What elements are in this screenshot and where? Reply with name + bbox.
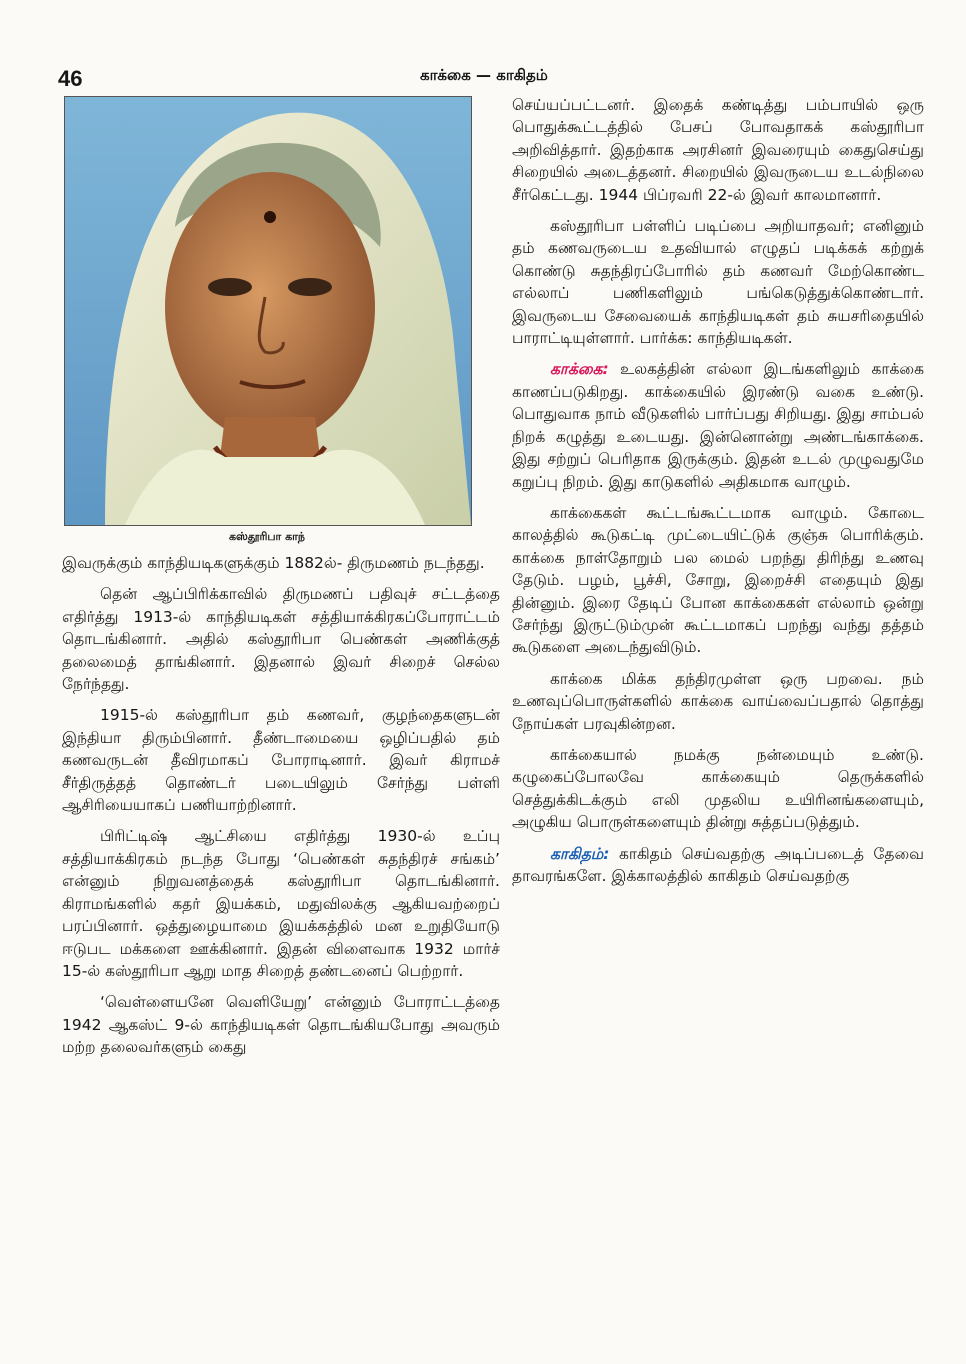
crow-entry	[512, 358, 924, 492]
paragraph: இவருக்கும் காந்தியடிகளுக்கும் 1882ல்- திருமணம் நடந்தது.	[62, 554, 485, 572]
page-number: 46	[58, 66, 83, 91]
figure-caption: கஸ்தூரிபா காந்	[229, 530, 305, 543]
headword-crow: காக்கை:	[550, 360, 609, 379]
running-head: காக்கை — காகிதம்	[420, 66, 548, 84]
paragraph: காக்கை மிக்க தந்திரமுள்ள ஒரு பறவை. நம் உணவுப்பொருள்களில் காக்கை வாய்வைப்பதால் தொத்து நோய்கள் பரவுகின்றன.	[512, 669, 924, 733]
paper-entry	[512, 843, 924, 888]
paragraph: பிரிட்டிஷ் ஆட்சியை எதிர்த்து 1930-ல் உப்பு சத்தியாக்கிரகம் நடந்த போது ‘பெண்கள் சுதந்திரச் சங்கம்’ என்னும் நிறுவனத்தைக் கஸ்தூரிபா தொடங்கினார். கிராமங்களில் கதர் இயக்கம், மதுவிலக்கு ஆகியவற்றைப் பரப்பினார். ஒத்துழையாமை இயக்கத்தில் மன உறுதியோடு ஈடுபட மக்களை ஊக்கினார். இதன் விளைவாக 1932 மார்ச் 15-ல் கஸ்தூரிபா ஆறு மாத சிறைத் தண்டனைப் பெற்றார்.	[62, 827, 500, 980]
paragraph: காக்கையால் நமக்கு நன்மையும் உண்டு. கழுகைப்போலவே காக்கையும் தெருக்களில் செத்துக்கிடக்கும் எலி முதலிய உயிரினங்களையும், அழுகிய பொருள்களையும் தின்று சுத்தப்படுத்தும்.	[512, 745, 924, 832]
paragraph: செய்யப்பட்டனர். இதைக் கண்டித்து பம்பாயில் ஒரு பொதுக்கூட்டத்தில் பேசப் போவதாகக் கஸ்தூரிபா அறிவித்தார். இதற்காக அரசினர் இவரையும் கைதுசெய்து சிறையில் அடைத்தனர். சிறையில் இவருடைய உடல்நிலை சீர்கெட்டது. 1944 பிப்ரவரி 22-ல் இவர் காலமானார்.	[512, 96, 924, 204]
paragraph: காகிதம் செய்வதற்கு அடிப்படைத் தேவை தாவரங்களே. இக்காலத்தில் காகிதம் செய்வதற்கு	[512, 844, 924, 885]
right-column	[512, 94, 924, 896]
portrait-image	[64, 96, 472, 526]
paragraph: உலகத்தின் எல்லா இடங்களிலும் காக்கை காணப்படுகிறது. காக்கையில் இரண்டு வகை உண்டு. பொதுவாக நாம் வீடுகளில் பார்ப்பது சிறியது. இது சாம்பல் நிறக் கழுத்து உடையது. இன்னொன்று அண்டங்காக்கை. இது சற்றுப் பெரிதாக இருக்கும். இதன் உடல் முழுவதுமே கறுப்பு நிறம். இது காடுகளில் அதிகமாக வாழும்.	[512, 360, 924, 491]
left-column	[62, 552, 500, 1068]
headword-paper: காகிதம்:	[550, 844, 610, 863]
paragraph: ‘வெள்ளையனே வெளியேறு’ என்னும் போராட்டத்தை 1942 ஆகஸ்ட் 9-ல் காந்தியடிகள் தொடங்கியபோது அவரும் மற்ற தலைவர்களும் கைது	[62, 993, 500, 1057]
paragraph: தென் ஆப்பிரிக்காவில் திருமணப் பதிவுச் சட்டத்தை எதிர்த்து 1913-ல் காந்தியடிகள் சத்தியாக்கிரகப்போராட்டம் தொடங்கினார். அதில் கஸ்தூரிபா பெண்கள் அணிக்குத் தலைமைத் தாங்கினார். இதனால் இவர் சிறைச் செல்ல நேர்ந்தது.	[62, 585, 500, 694]
paragraph: கஸ்தூரிபா பள்ளிப் படிப்பை அறியாதவர்; எனினும் தம் கணவருடைய உதவியால் எழுதப் படிக்கக் கற்றுக் கொண்டு சுதந்திரப்போரில் தம் கணவர் மேற்கொண்ட எல்லாப் பணிகளிலும் பங்கெடுத்துக்கொண்டார். இவருடைய சேவையைக் காந்தியடிகள் தம் சுயசரிதையில் பாராட்டியுள்ளார். பார்க்க: காந்தியடிகள்.	[512, 217, 924, 348]
paragraph: காக்கைகள் கூட்டங்கூட்டமாக வாழும். கோடை காலத்தில் கூடுகட்டி முட்டையிட்டுக் குஞ்சு பொரிக்கும். காக்கை நாள்தோறும் பல மைல் பறந்து திரிந்து உணவு தேடும். பழம், பூச்சி, சோறு, இறைச்சி எதையும் இது தின்னும். இரை தேடிப் போன காக்கைகள் எல்லாம் ஒன்று சேர்ந்து இருட்டும்முன் கூட்டமாகப் பறந்து வந்து தத்தம் கூடுகளை அடைந்துவிடும்.	[512, 503, 924, 657]
paragraph: 1915-ல் கஸ்தூரிபா தம் கணவர், குழந்தைகளுடன் இந்தியா திரும்பினார். தீண்டாமையை ஒழிப்பதில் தம் கணவருடன் தீவிரமாகப் போராடினார். இவர் கிராமச் சீர்திருத்தத் தொண்டர் படையிலும் சேர்ந்து பள்ளி ஆசிரியையாகப் பணியாற்றினார்.	[62, 706, 500, 815]
